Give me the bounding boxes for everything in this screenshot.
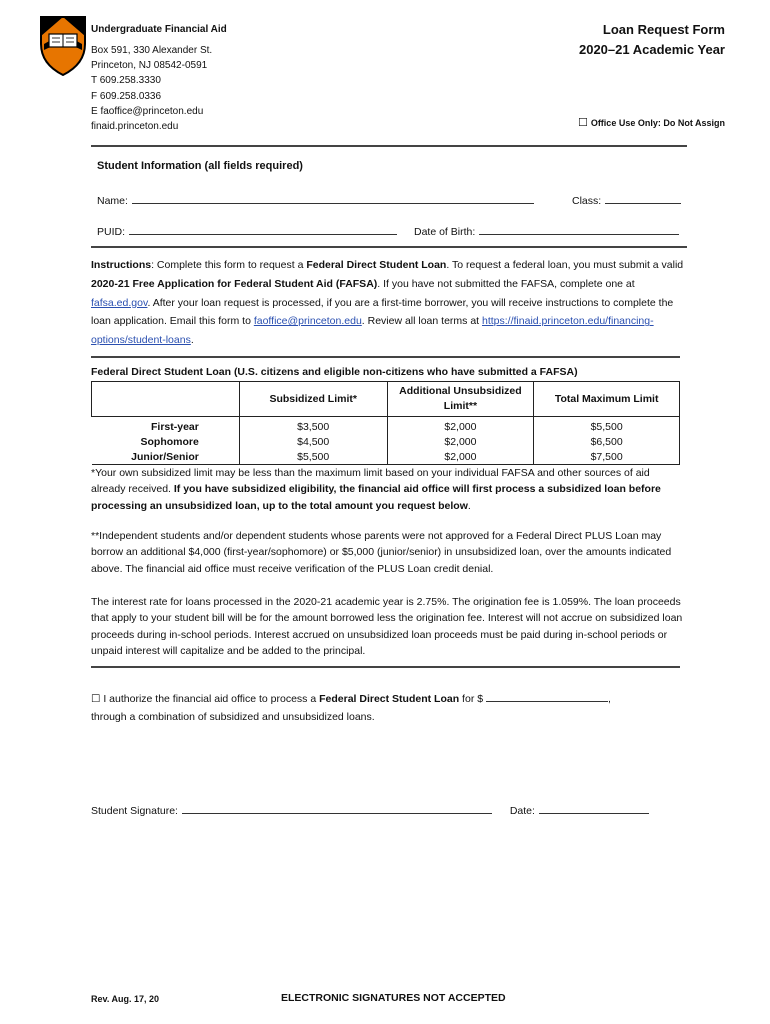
instructions xyxy=(91,256,691,350)
divider xyxy=(91,145,687,147)
class-label: Class: xyxy=(572,195,602,207)
fax: F 609.258.0336 xyxy=(91,90,162,102)
auth-loan-name: Federal Direct Student Loan xyxy=(319,693,460,705)
subsidized-cell: $5,500 xyxy=(239,449,387,465)
class-field-row xyxy=(572,193,681,207)
header-subsidized: Subsidized Limit* xyxy=(239,382,387,417)
address-block xyxy=(91,43,212,134)
loan-limits-table xyxy=(91,381,680,465)
header-unsubsidized: Additional Unsubsidized Limit** xyxy=(387,382,534,417)
address-line: Box 591, 330 Alexander St. xyxy=(91,45,213,56)
revision-date: Rev. Aug. 17, 20 xyxy=(91,994,160,1004)
interest-note: The interest rate for loans processed in the 2020-21 academic year is 2.75%. The origination fee is 1.059%. The loan proceeds that apply to your student bill will be for the amount borrowed less the origination fee. Interest will not accrue on subsidized loan proceeds during in-school periods. Interest accrued on unsubsidized loan proceeds must be paid during in-school periods or unpaid interest will capitalize and be added to the principal. xyxy=(91,596,683,657)
signature-input[interactable] xyxy=(182,803,492,814)
instructions-text: . To request a federal loan, you must submit a valid xyxy=(446,259,684,271)
divider xyxy=(91,356,680,358)
note-end: . xyxy=(467,499,471,512)
name-field-row xyxy=(97,193,534,207)
total-cell: $7,500 xyxy=(534,449,680,465)
electronic-signature-notice: ELECTRONIC SIGNATURES NOT ACCEPTED xyxy=(281,992,506,1004)
academic-year: 2020–21 Academic Year xyxy=(578,42,725,57)
auth-text-line2: through a combination of subsidized and unsubsidized loans. xyxy=(91,711,375,723)
unsubsidized-cell: $2,000 xyxy=(387,449,534,465)
puid-label: PUID: xyxy=(97,226,126,238)
instructions-text: . Review all loan terms at xyxy=(361,315,482,328)
email: E faoffice@princeton.edu xyxy=(91,105,204,117)
total-cell: $6,500 xyxy=(534,434,680,449)
address-line: Princeton, NJ 08542-0591 xyxy=(91,60,208,72)
note-bold: If you have subsidized eligibility, the financial aid office will first process a subsidized loan before processing an unsubsidized loan, up to the total amount you request below xyxy=(91,483,661,512)
table-row xyxy=(92,434,680,449)
total-cell: $5,500 xyxy=(534,417,680,435)
note-text: *Your own subsidized limit may be less than the maximum limit based on your individual FAFSA and other sources of aid already received. xyxy=(91,467,650,496)
puid-input[interactable] xyxy=(129,224,397,235)
authorization xyxy=(91,690,691,726)
unsubsidized-cell: $2,000 xyxy=(387,417,534,435)
table-row xyxy=(92,417,680,435)
student-info-title: Student Information (all fields required) xyxy=(97,160,303,172)
instructions-text: . If you have not submitted the FAFSA, complete one at xyxy=(377,277,635,290)
subsidized-note xyxy=(91,465,687,514)
loan-table-title: Federal Direct Student Loan (U.S. citizens and eligible non-citizens who have submitted a FAFSA) xyxy=(91,366,578,378)
loan-terms-link[interactable]: https://finaid.princeton.edu/financing-options/student-loans xyxy=(91,315,654,347)
subsidized-cell: $3,500 xyxy=(239,417,387,435)
row-label: Junior/Senior xyxy=(92,449,240,465)
name-label: Name: xyxy=(97,195,128,207)
auth-comma: , xyxy=(608,693,611,705)
amount-input[interactable] xyxy=(486,691,608,702)
row-label: First-year xyxy=(92,417,240,435)
table-row xyxy=(92,449,680,465)
signature-row xyxy=(91,803,649,817)
dob-field-row xyxy=(414,224,679,238)
signature-label: Student Signature: xyxy=(91,805,178,817)
header-total: Total Maximum Limit xyxy=(534,382,680,417)
divider xyxy=(91,666,680,668)
subsidized-cell: $4,500 xyxy=(239,434,387,449)
fafsa-link[interactable]: fafsa.ed.gov xyxy=(91,296,148,309)
form-title: Loan Request Form xyxy=(602,22,725,37)
row-label: Sophomore xyxy=(92,434,240,449)
name-input[interactable] xyxy=(132,193,534,204)
dob-label: Date of Birth: xyxy=(414,226,476,238)
website: finaid.princeton.edu xyxy=(91,121,179,133)
instructions-text: . After your loan request is processed, if you are a first-time borrower, you will receive instructions to complete the loan application. Email this form to xyxy=(91,296,674,328)
org-name: Undergraduate Financial Aid xyxy=(91,24,227,35)
auth-text: I authorize the financial aid office to process a xyxy=(100,693,320,705)
faoffice-email-link[interactable]: faoffice@princeton.edu xyxy=(253,315,362,328)
unsubsidized-note: **Independent students and/or dependent students whose parents were not approved for a Federal Direct PLUS Loan may borrow an additional $4,000 (first-year/sophomore) or $5,000 (junior/senior) in unsubsidized loan, over the amounts indicated above. The financial aid office must receive verification of the PLUS Loan credit denial. xyxy=(91,530,672,575)
class-input[interactable] xyxy=(605,193,681,204)
instructions-text: . xyxy=(190,334,194,347)
puid-field-row xyxy=(97,224,397,238)
date-label: Date: xyxy=(509,805,535,817)
office-use-checkbox[interactable]: ☐ xyxy=(577,117,588,129)
instructions-lead: Instructions xyxy=(91,259,152,271)
form-title-block xyxy=(579,20,725,60)
office-use-label: Office Use Only: Do Not Assign xyxy=(590,118,725,128)
divider xyxy=(91,246,687,248)
loan-name: Federal Direct Student Loan xyxy=(306,259,447,271)
unsubsidized-cell: $2,000 xyxy=(387,434,534,449)
phone: T 609.258.3330 xyxy=(91,75,161,87)
dob-input[interactable] xyxy=(479,224,679,235)
authorize-checkbox[interactable]: ☐ xyxy=(91,693,101,705)
instructions-text: : Complete this form to request a xyxy=(151,259,307,271)
fafsa-name: 2020-21 Free Application for Federal Student Aid (FAFSA) xyxy=(91,277,378,290)
office-use-only xyxy=(578,116,725,129)
auth-text: for $ xyxy=(459,693,486,705)
date-input[interactable] xyxy=(539,803,649,814)
princeton-shield-logo xyxy=(40,14,86,76)
table-header-blank xyxy=(92,382,240,417)
